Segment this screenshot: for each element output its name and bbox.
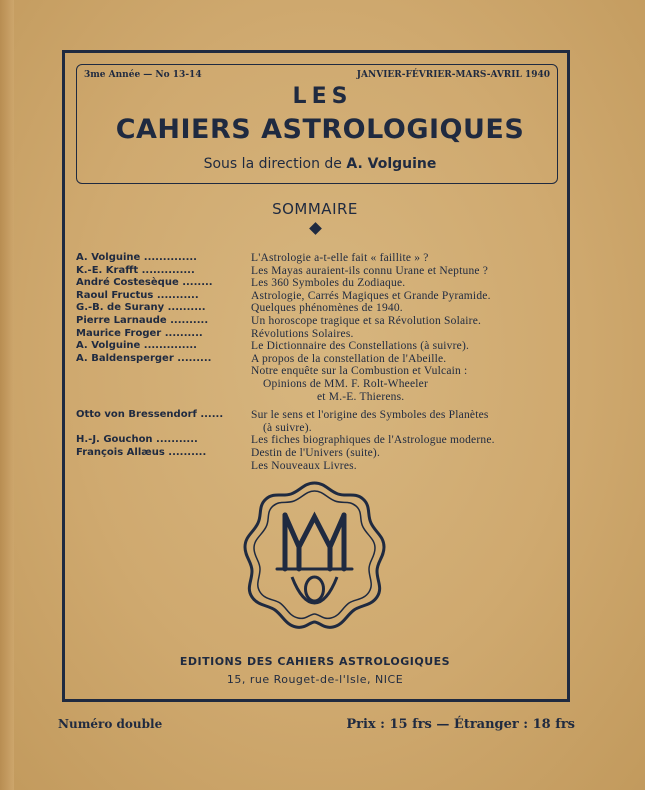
toc-title: Révolutions Solaires. — [251, 327, 354, 340]
editor-line — [0, 156, 640, 172]
toc-title: A propos de la constellation de l'Abeille. Notre enquête sur la Combustion et Vulcain : Opinions de MM. F. Rolt-Wheeler et M.-E. Thierens. — [251, 352, 468, 403]
toc-author: H.-J. Gouchon ........... — [76, 434, 198, 446]
editor-prefix: Sous la direction de — [203, 156, 347, 172]
toc-author: A. Baldensperger ......... — [76, 352, 212, 364]
seal-monogram — [277, 515, 352, 569]
toc-title: Le Dictionnaire des Constellations (à suivre). — [251, 340, 470, 353]
toc-entry — [76, 328, 556, 341]
title-les: LES — [292, 84, 353, 109]
toc-author: Pierre Larnaude .......... — [76, 314, 209, 326]
toc-author: François Allæus .......... — [76, 446, 207, 458]
zodiac-seal-icon — [237, 477, 392, 632]
journal-title: CAHIERS ASTROLOGIQUES — [115, 114, 525, 145]
toc-entry — [76, 315, 556, 328]
toc-author: Otto von Bressendorf ...... — [76, 409, 224, 421]
toc-entry — [76, 265, 556, 278]
double-issue-label: Numéro double — [58, 717, 163, 731]
price-label: Prix : 15 frs — Étranger : 18 frs — [346, 717, 575, 732]
toc-author: A. Volguine .............. — [76, 340, 197, 352]
toc-entry — [76, 340, 556, 353]
issue-date: JANVIER-FÉVRIER-MARS-AVRIL 1940 — [356, 70, 550, 80]
seal-bud — [306, 577, 324, 601]
seal-leaves — [292, 577, 337, 603]
seal-inner-outline — [254, 491, 375, 618]
publisher-address: 15, rue Rouget-de-l'Isle, NICE — [226, 673, 404, 686]
toc-author: G.-B. de Surany .......... — [76, 302, 206, 314]
toc-title: Destin de l'Univers (suite). Les Nouveaux Livres. — [251, 446, 381, 472]
toc-title: Un horoscope tragique et sa Révolution Solaire. — [251, 314, 482, 327]
editor-name: A. Volguine — [346, 156, 437, 172]
toc-entry — [76, 409, 556, 434]
toc-author: A. Volguine .............. — [76, 252, 197, 263]
toc-author: Maurice Froger .......... — [76, 327, 203, 339]
issue-number: 3me Année — No 13-14 — [84, 70, 202, 80]
toc-author: K.-E. Krafft .............. — [76, 264, 195, 276]
toc-entry — [76, 302, 556, 315]
sommaire-heading: SOMMAIRE — [272, 200, 358, 218]
toc-title: Sur le sens et l'origine des Symboles des Planètes (à suivre). — [251, 409, 489, 434]
toc-entry — [76, 252, 556, 265]
publisher-name: EDITIONS DES CAHIERS ASTROLOGIQUES — [179, 655, 451, 668]
toc-author: André Costesèque ........ — [76, 277, 213, 289]
toc-title: Les 360 Symboles du Zodiaque. — [251, 277, 406, 290]
toc-entry — [76, 290, 556, 303]
toc-title: Astrologie, Carrés Magiques et Grande Pyramide. — [251, 289, 491, 302]
seal-scalloped-outline — [245, 483, 384, 627]
toc-title: Quelques phénomènes de 1940. — [251, 302, 403, 315]
toc-title: L'Astrologie a-t-elle fait « faillite » ? — [251, 252, 429, 264]
table-of-contents — [76, 252, 556, 472]
toc-entry — [76, 277, 556, 290]
toc-author: Raoul Fructus ........... — [76, 289, 199, 301]
toc-title: Les fiches biographiques de l'Astrologue moderne. — [251, 434, 495, 447]
toc-title: Les Mayas auraient-ils connu Urane et Neptune ? — [251, 264, 489, 277]
toc-entry — [76, 353, 556, 403]
toc-entry — [76, 434, 556, 447]
toc-entry — [76, 447, 556, 472]
